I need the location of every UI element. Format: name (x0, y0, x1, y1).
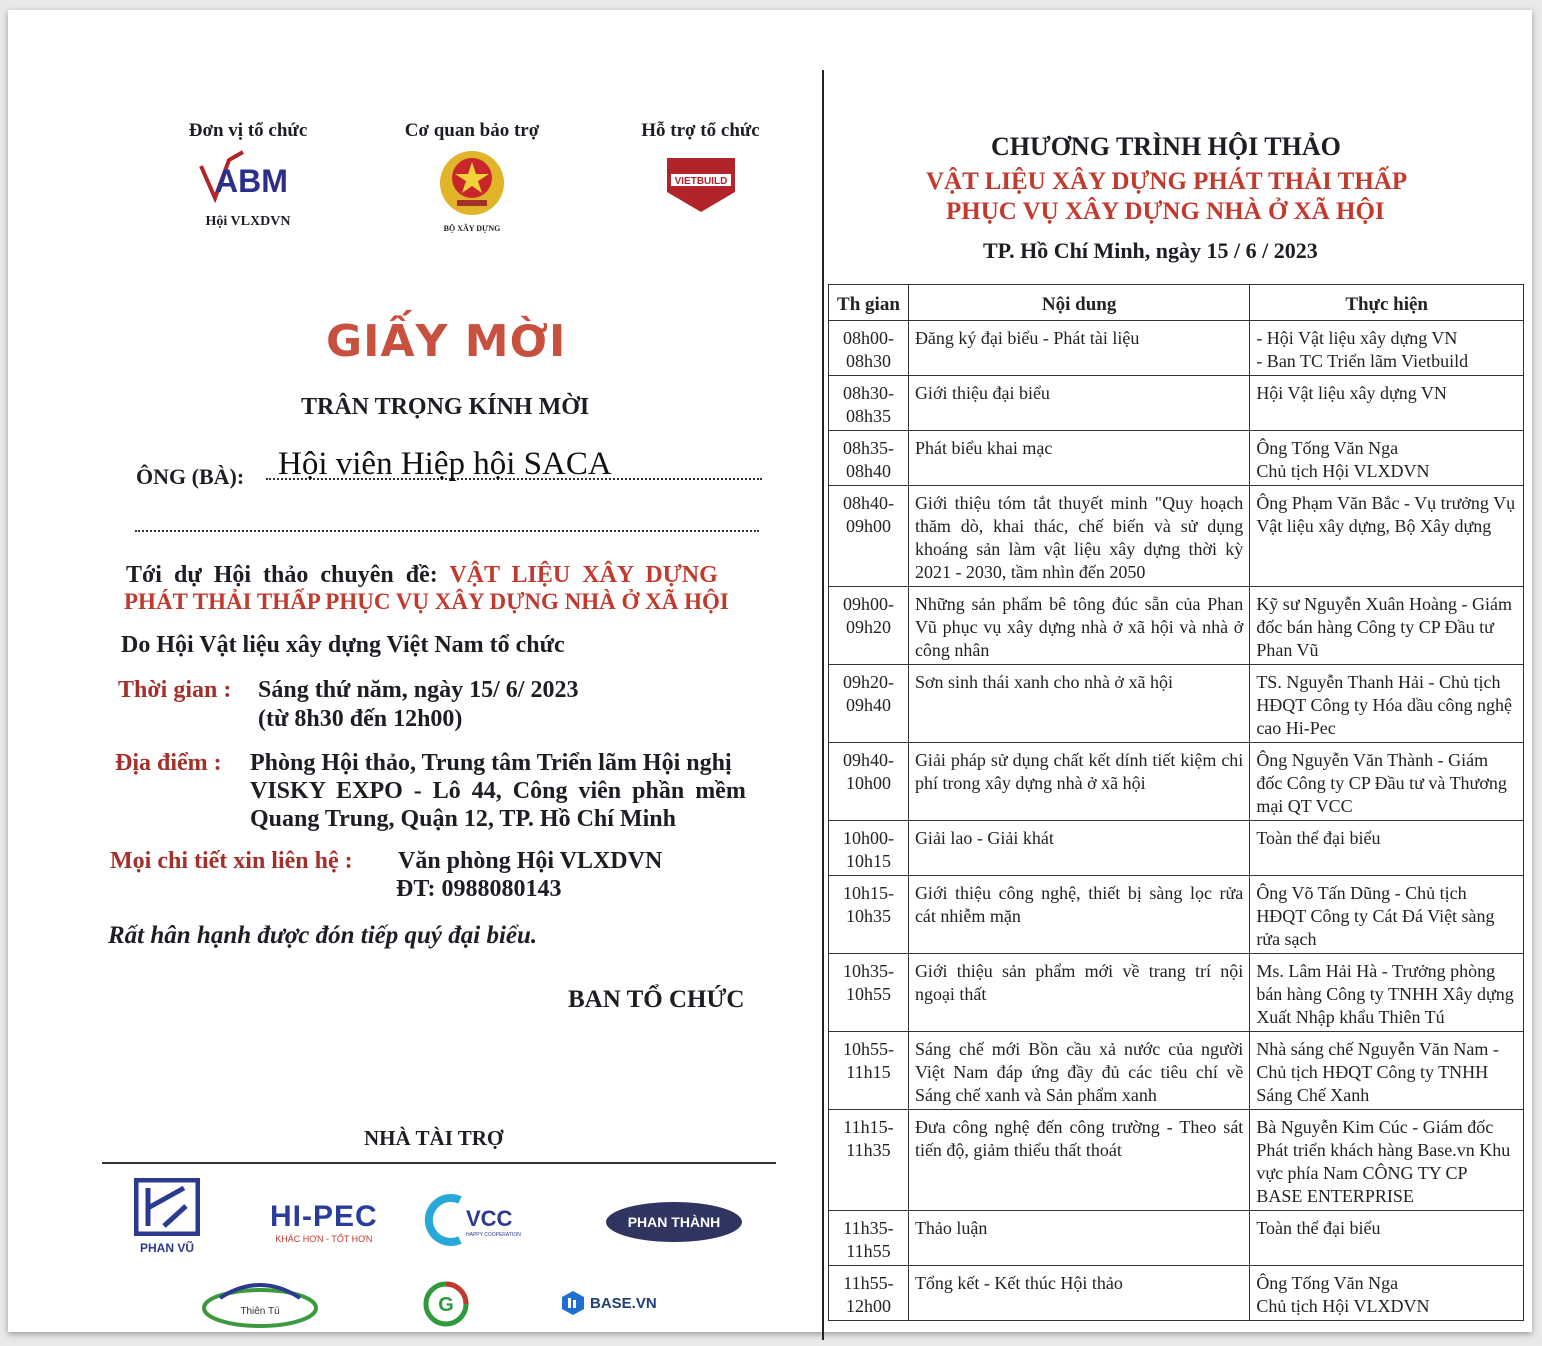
thientu-logo-icon (200, 1278, 320, 1330)
row-presenter: - Hội Vật liệu xây dựng VN - Ban TC Triển lãm Vietbuild (1250, 321, 1524, 376)
row-time: 11h35- 11h55 (829, 1211, 909, 1266)
patron-label: Cơ quan bảo trợ (404, 120, 540, 141)
row-content: Những sản phẩm bê tông đúc sẵn của Phan Vũ phục vụ xây dựng nhà ở xã hội và nhà ở công nhân (908, 587, 1249, 665)
table-row (829, 876, 1524, 954)
table-row (829, 321, 1524, 376)
row-time: 10h00- 10h15 (829, 821, 909, 876)
row-presenter: Ông Tống Văn Nga Chủ tịch Hội VLXDVN (1250, 1266, 1524, 1321)
vietbuild-logo-icon (661, 146, 741, 216)
row-content: Giới thiệu tóm tắt thuyết minh "Quy hoạch thăm dò, khai thác, chế biến và sử dụng khoáng sản làm vật liệu xây dựng thời kỳ 2021 - 2030, tầm nhìn đến 2050 (908, 486, 1249, 587)
contact-phone: ĐT: 0988080143 (396, 876, 562, 902)
row-presenter: Ông Phạm Văn Bắc - Vụ trưởng Vụ Vật liệu xây dựng, Bộ Xây dựng (1250, 486, 1524, 587)
base-logo-icon (560, 1290, 586, 1316)
row-time: 09h40- 10h00 (829, 743, 909, 821)
table-row (829, 376, 1524, 431)
hipec-tagline: KHÁC HƠN - TỐT HƠN (275, 1234, 373, 1244)
sponsor-g (422, 1280, 470, 1333)
row-time: 08h00- 08h30 (829, 321, 909, 376)
phanthanh-logo-icon (604, 1200, 744, 1244)
row-time: 09h20- 09h40 (829, 665, 909, 743)
row-content: Sáng chế mới Bồn cầu xả nước của người Việt Nam đáp ứng đầy đủ các tiêu chí về Sáng chế xanh và Sản phẩm xanh (908, 1032, 1249, 1110)
attend-prefix: Tới dự Hội thảo chuyên đề: (126, 562, 438, 588)
table-row (829, 743, 1524, 821)
national-emblem-icon (437, 148, 507, 218)
venue-line-1: Phòng Hội thảo, Trung tâm Triển lãm Hội nghị (250, 750, 732, 776)
row-presenter: Ông Nguyễn Văn Thành - Giám đốc Công ty CP Đầu tư và Thương mại QT VCC (1250, 743, 1524, 821)
vcc-logo-icon (420, 1190, 540, 1250)
sponsor-hipec (270, 1200, 378, 1244)
vietbuild-logo-text: VIETBUILD (674, 176, 727, 187)
invitation-sheet (8, 10, 1532, 1332)
g-logo-icon (422, 1280, 470, 1328)
g-text: G (438, 1294, 454, 1316)
organizer-label: Đơn vị tổ chức (188, 120, 308, 141)
support-label: Hỗ trợ tổ chức (641, 120, 760, 141)
table-row (829, 954, 1524, 1032)
vcc-tagline: HAPPY COOPERATION (466, 1232, 521, 1238)
phanthanh-text: PHAN THÀNH (627, 1214, 721, 1230)
contact-value: Văn phòng Hội VLXDVN (398, 848, 663, 874)
row-content: Thảo luận (908, 1211, 1249, 1266)
sponsor-vcc (420, 1190, 540, 1255)
time-label: Thời gian : (118, 677, 232, 703)
time-range: (từ 8h30 đến 12h00) (258, 706, 463, 732)
topic-line-2: PHÁT THẢI THẤP PHỤC VỤ XÂY DỰNG NHÀ Ở XÃ HỘI (124, 589, 729, 614)
organizer-sub: Hội VLXDVN (205, 214, 291, 229)
contact-label: Mọi chi tiết xin liên hệ : (110, 848, 353, 874)
row-presenter: Kỹ sư Nguyễn Xuân Hoàng - Giám đốc bán hàng Công ty CP Đầu tư Phan Vũ (1250, 587, 1524, 665)
row-content: Giải pháp sử dụng chất kết dính tiết kiệm chi phí trong xây dựng nhà ở xã hội (908, 743, 1249, 821)
organizer-logos (8, 120, 818, 260)
sponsor-basevn (560, 1290, 657, 1316)
respectfully-invite: TRÂN TRỌNG KÍNH MỜI (301, 394, 590, 420)
row-content: Phát biểu khai mạc (908, 431, 1249, 486)
topic-line-1: VẬT LIỆU XÂY DỰNG (449, 562, 718, 588)
row-content: Đưa công nghệ đến công trường - Theo sát tiến độ, giảm thiểu thất thoát (908, 1110, 1249, 1211)
row-presenter: Hội Vật liệu xây dựng VN (1250, 376, 1524, 431)
table-row (829, 1110, 1524, 1211)
organized-by: Do Hội Vật liệu xây dựng Việt Nam tổ chức (121, 632, 565, 658)
sponsor-phanthanh (604, 1200, 744, 1249)
guest-dotted-line-2 (135, 530, 759, 532)
sponsor-phanvu (134, 1178, 200, 1255)
signature: BAN TỔ CHỨC (568, 986, 745, 1013)
header-time: Th gian (829, 285, 909, 321)
table-row (829, 587, 1524, 665)
base-name: BASE.VN (590, 1294, 657, 1312)
venue-label: Địa điểm : (115, 750, 222, 776)
row-time: 08h30- 08h35 (829, 376, 909, 431)
schedule-header-row (829, 285, 1524, 321)
row-content: Giới thiệu đại biểu (908, 376, 1249, 431)
row-presenter: Bà Nguyễn Kim Cúc - Giám đốc Phát triển khách hàng Base.vn Khu vực phía Nam CÔNG TY CP BASE ENTERPRISE (1250, 1110, 1524, 1211)
sponsor-thientu (200, 1278, 320, 1335)
abm-logo-text: ABM (215, 163, 288, 199)
row-time: 10h15- 10h35 (829, 876, 909, 954)
header-by: Thực hiện (1250, 285, 1524, 321)
support-block (628, 120, 773, 222)
row-content: Giới thiệu công nghệ, thiết bị sàng lọc rửa cát nhiễm mặn (908, 876, 1249, 954)
phanvu-name: PHAN VŨ (139, 1241, 194, 1255)
abm-logo-icon (193, 148, 303, 208)
table-row (829, 1032, 1524, 1110)
table-row (829, 665, 1524, 743)
row-time: 11h55- 12h00 (829, 1266, 909, 1321)
row-presenter: Ms. Lâm Hải Hà - Trưởng phòng bán hàng Công ty TNHH Xây dựng Xuất Nhập khẩu Thiên Tú (1250, 954, 1524, 1032)
program-date: TP. Hồ Chí Minh, ngày 15 / 6 / 2023 (983, 238, 1318, 263)
vcc-text: VCC (466, 1206, 513, 1231)
row-presenter: TS. Nguyễn Thanh Hải - Chủ tịch HĐQT Công ty Hóa dầu công nghệ cao Hi-Pec (1250, 665, 1524, 743)
table-row (829, 821, 1524, 876)
sponsors-divider (102, 1162, 776, 1164)
program-title: CHƯƠNG TRÌNH HỘI THẢO (991, 132, 1341, 161)
row-presenter: Toàn thể đại biểu (1250, 1211, 1524, 1266)
header-content: Nội dung (908, 285, 1249, 321)
row-content: Giới thiệu sản phẩm mới về trang trí nội ngoại thất (908, 954, 1249, 1032)
row-time: 08h35- 08h40 (829, 431, 909, 486)
invitation-title: GIẤY MỜI (326, 316, 567, 367)
guest-label: ÔNG (BÀ): (136, 464, 245, 489)
row-time: 10h35- 10h55 (829, 954, 909, 1032)
table-row (829, 431, 1524, 486)
schedule-table (828, 284, 1524, 1321)
attend-line (126, 562, 718, 589)
thientu-text: Thiên Tú (240, 1306, 280, 1317)
table-row (829, 486, 1524, 587)
row-content: Đăng ký đại biểu - Phát tài liệu (908, 321, 1249, 376)
row-content: Giải lao - Giải khát (908, 821, 1249, 876)
sponsors-heading: NHÀ TÀI TRỢ (364, 1126, 504, 1150)
schedule-body (829, 321, 1524, 1321)
row-time: 08h40- 09h00 (829, 486, 909, 587)
guest-name: Hội viên Hiệp hội SACA (278, 446, 612, 482)
row-presenter: Toàn thể đại biểu (1250, 821, 1524, 876)
page-divider (822, 70, 824, 1340)
row-time: 09h00- 09h20 (829, 587, 909, 665)
row-content: Tổng kết - Kết thúc Hội thảo (908, 1266, 1249, 1321)
row-time: 11h15- 11h35 (829, 1110, 909, 1211)
table-row (829, 1266, 1524, 1321)
row-time: 10h55- 11h15 (829, 1032, 909, 1110)
phanvu-logo-icon (134, 1178, 200, 1236)
table-row (829, 1211, 1524, 1266)
organizer-block (173, 120, 323, 230)
program-subtitle-2: PHỤC VỤ XÂY DỰNG NHÀ Ở XÃ HỘI (946, 198, 1385, 225)
closing-text: Rất hân hạnh được đón tiếp quý đại biểu. (108, 922, 538, 949)
venue-line-2: VISKY EXPO - Lô 44, Công viên phần mềm (250, 778, 746, 804)
row-content: Sơn sinh thái xanh cho nhà ở xã hội (908, 665, 1249, 743)
program-subtitle-1: VẬT LIỆU XÂY DỰNG PHÁT THẢI THẤP (926, 168, 1408, 195)
time-value: Sáng thứ năm, ngày 15/ 6/ 2023 (258, 677, 579, 703)
row-presenter: Nhà sáng chế Nguyễn Văn Nam - Chủ tịch HĐQT Công ty TNHH Sáng Chế Xanh (1250, 1032, 1524, 1110)
venue-line-3: Quang Trung, Quận 12, TP. Hồ Chí Minh (250, 806, 676, 832)
patron-sub: BỘ XÂY DỰNG (443, 224, 501, 233)
row-presenter: Ông Tống Văn Nga Chủ tịch Hội VLXDVN (1250, 431, 1524, 486)
hipec-name: HI-PEC (270, 1200, 378, 1233)
row-presenter: Ông Võ Tấn Dũng - Chủ tịch HĐQT Công ty Cát Đá Việt sàng rửa sạch (1250, 876, 1524, 954)
patron-block (392, 120, 552, 233)
